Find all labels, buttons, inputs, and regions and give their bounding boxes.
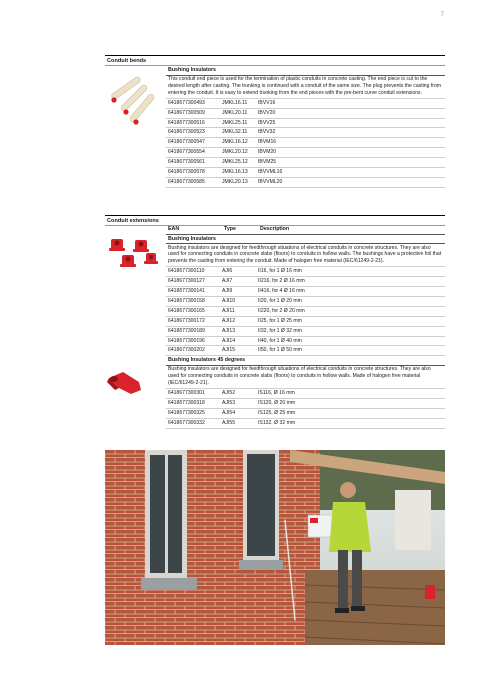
type-cell: JMKL16.12 <box>222 139 248 146</box>
conduit-bends-description: This conduit end piece is used for the termination of plastic conduits in concrete casting. The end piece is cut to the desired length after casting. The trunking is continued with a conduit of the same size. The plug prevents the casting from entering the conduit. It is easy to extend trunking from the end pieces with the pre-bent curve conduit extensions. <box>166 76 445 99</box>
construction-photo <box>105 450 445 645</box>
description-cell: II50, for 1 Ø 50 mm <box>258 347 302 354</box>
description-cell: IBVVML16 <box>258 169 283 176</box>
table-row <box>166 148 445 158</box>
type-cell: JMKL25.12 <box>222 159 248 166</box>
description-cell: IBVV32 <box>258 129 276 136</box>
ean-cell: 6418677300325 <box>168 409 205 416</box>
table-row <box>166 99 445 109</box>
bushing-insulators-description: Bushing insulators are designed for feedthrough situations of electrical conduits in concrete structures. They are also used for connecting conduits in concrete slabs (floors) to conduits in hollow walls. The bushings have a protective foil that prevents the casting from entering the conduit. Made of halogen free material (IEC/61249-2-21). <box>166 244 445 267</box>
description-cell: IBVM25 <box>258 159 277 166</box>
column-ean: EAN <box>168 226 180 232</box>
description-cell: IBVV16 <box>258 99 276 106</box>
ean-cell: 6418677300141 <box>168 288 205 295</box>
description-cell: II16, for 1 Ø 16 mm <box>258 268 302 275</box>
type-cell: JMKL20.13 <box>222 178 248 185</box>
description-cell: II216, for 2 Ø 16 mm <box>258 278 305 285</box>
bushing-45-degrees-image <box>105 370 145 396</box>
ean-cell: 6418677300301 <box>168 390 205 397</box>
description-cell: IS125, Ø 25 mm <box>258 409 296 416</box>
ean-cell: 6418677300202 <box>168 347 205 354</box>
ean-cell: 6418677300332 <box>168 419 205 426</box>
ean-cell: 6418677300554 <box>168 149 205 156</box>
ean-cell: 6418677300189 <box>168 327 205 334</box>
table-row <box>166 138 445 148</box>
ean-cell: 6418677300516 <box>168 119 205 126</box>
table-row <box>166 399 445 409</box>
description-cell: II32, for 1 Ø 32 mm <box>258 327 302 334</box>
ean-cell: 6418677300172 <box>168 317 205 324</box>
ean-cell: 6418677300561 <box>168 159 205 166</box>
type-cell: AJI7 <box>222 278 233 285</box>
ean-cell: 6418677300158 <box>168 297 205 304</box>
conduit-bends-title: Conduit bends <box>105 55 445 66</box>
table-row <box>166 178 445 188</box>
table-row <box>166 109 445 119</box>
conduit-extensions-title: Conduit extensions <box>105 215 445 226</box>
table-row <box>166 119 445 129</box>
ean-cell: 6418677300165 <box>168 307 205 314</box>
table-row <box>166 419 445 429</box>
description-cell: IS132, Ø 32 mm <box>258 419 296 426</box>
table-row <box>166 277 445 287</box>
type-cell: AJI13 <box>222 327 236 334</box>
description-cell: IBVVML20 <box>258 178 283 185</box>
ean-cell: 6418677300493 <box>168 99 205 106</box>
ean-cell: 6418677300318 <box>168 400 205 406</box>
type-cell: AJI54 <box>222 409 236 416</box>
type-cell: AJI11 <box>222 307 235 314</box>
table-row <box>166 317 445 327</box>
type-cell: AJI52 <box>222 390 236 397</box>
description-cell: II25, for 1 Ø 25 mm <box>258 317 302 324</box>
ean-cell: 6418677300110 <box>168 268 205 275</box>
ean-cell: 6418677300585 <box>168 178 205 185</box>
description-cell: II20, for 1 Ø 20 mm <box>258 297 302 304</box>
ean-cell: 6418677300509 <box>168 109 205 116</box>
table-row <box>166 168 445 178</box>
table-row <box>166 267 445 277</box>
type-cell: AJI12 <box>222 317 236 324</box>
ean-cell: 6418677300547 <box>168 139 205 146</box>
type-cell: JMKL16.13 <box>222 169 248 176</box>
type-cell: AJI14 <box>222 337 236 344</box>
bushing-insulators-table <box>166 267 445 356</box>
type-cell: JMKL16.11 <box>222 99 248 106</box>
conduit-bends-section <box>105 55 445 185</box>
description-cell: IS120, Ø 20 mm <box>258 400 296 406</box>
table-row <box>166 327 445 337</box>
type-cell: JMKL32.11 <box>222 129 248 136</box>
type-cell: JMKL25.11 <box>222 119 248 126</box>
table-row <box>166 389 445 399</box>
table-row <box>166 337 445 347</box>
table-row <box>166 307 445 317</box>
type-cell: AJI9 <box>222 288 233 295</box>
page-number: 7 <box>440 12 444 18</box>
table-row <box>166 287 445 297</box>
table-row <box>166 158 445 168</box>
column-description: Description <box>260 226 290 232</box>
table-row <box>166 297 445 307</box>
type-cell: AJI15 <box>222 347 236 354</box>
conduit-bend-image <box>105 67 160 125</box>
ean-cell: 6418677300196 <box>168 337 205 344</box>
type-cell: AJI6 <box>222 268 233 275</box>
type-cell: AJI55 <box>222 419 236 426</box>
description-cell: II40, for 1 Ø 40 mm <box>258 337 302 344</box>
description-cell: II416, for 4 Ø 16 mm <box>258 288 305 295</box>
bushing-45-degrees-description: Bushing insulators are designed for feedthrough situations of electrical conduits in concrete structures. They are also used for connecting conduits in concrete slabs (floors) to conduits in hollow walls. Made of halogen free material (IEC/61249-2-21). <box>166 366 445 389</box>
description-cell: IBVV25 <box>258 119 276 126</box>
bushing-insulators-image <box>105 237 163 273</box>
table-row <box>166 409 445 419</box>
description-cell: IBVV20 <box>258 109 276 116</box>
type-cell: JMKL20.12 <box>222 149 248 156</box>
bushing-45-degrees-heading: Bushing Insulators 45 degrees <box>166 356 445 366</box>
ean-cell: 6418677300127 <box>168 278 205 285</box>
description-cell: IBVM16 <box>258 139 277 146</box>
table-row <box>166 128 445 138</box>
bushing-45-degrees-table <box>166 389 445 429</box>
bushing-insulators-group-heading: Bushing Insulators <box>166 235 445 245</box>
ean-cell: 6418677300578 <box>168 169 205 176</box>
column-type: Type <box>224 226 236 232</box>
conduit-extensions-section <box>105 215 445 426</box>
type-cell: JMKL20.11 <box>222 109 248 116</box>
description-cell: IBVM20 <box>258 149 277 156</box>
description-cell: IS116, Ø 16 mm <box>258 390 295 397</box>
conduit-bends-table <box>166 99 445 188</box>
type-cell: AJI10 <box>222 297 236 304</box>
description-cell: II220, for 2 Ø 20 mm <box>258 307 305 314</box>
ean-cell: 6418677300523 <box>168 129 205 136</box>
bushing-insulators-heading: Bushing Insulators <box>166 66 445 76</box>
type-cell: AJI53 <box>222 400 236 406</box>
table-row <box>166 346 445 356</box>
extensions-column-headers <box>166 225 445 235</box>
